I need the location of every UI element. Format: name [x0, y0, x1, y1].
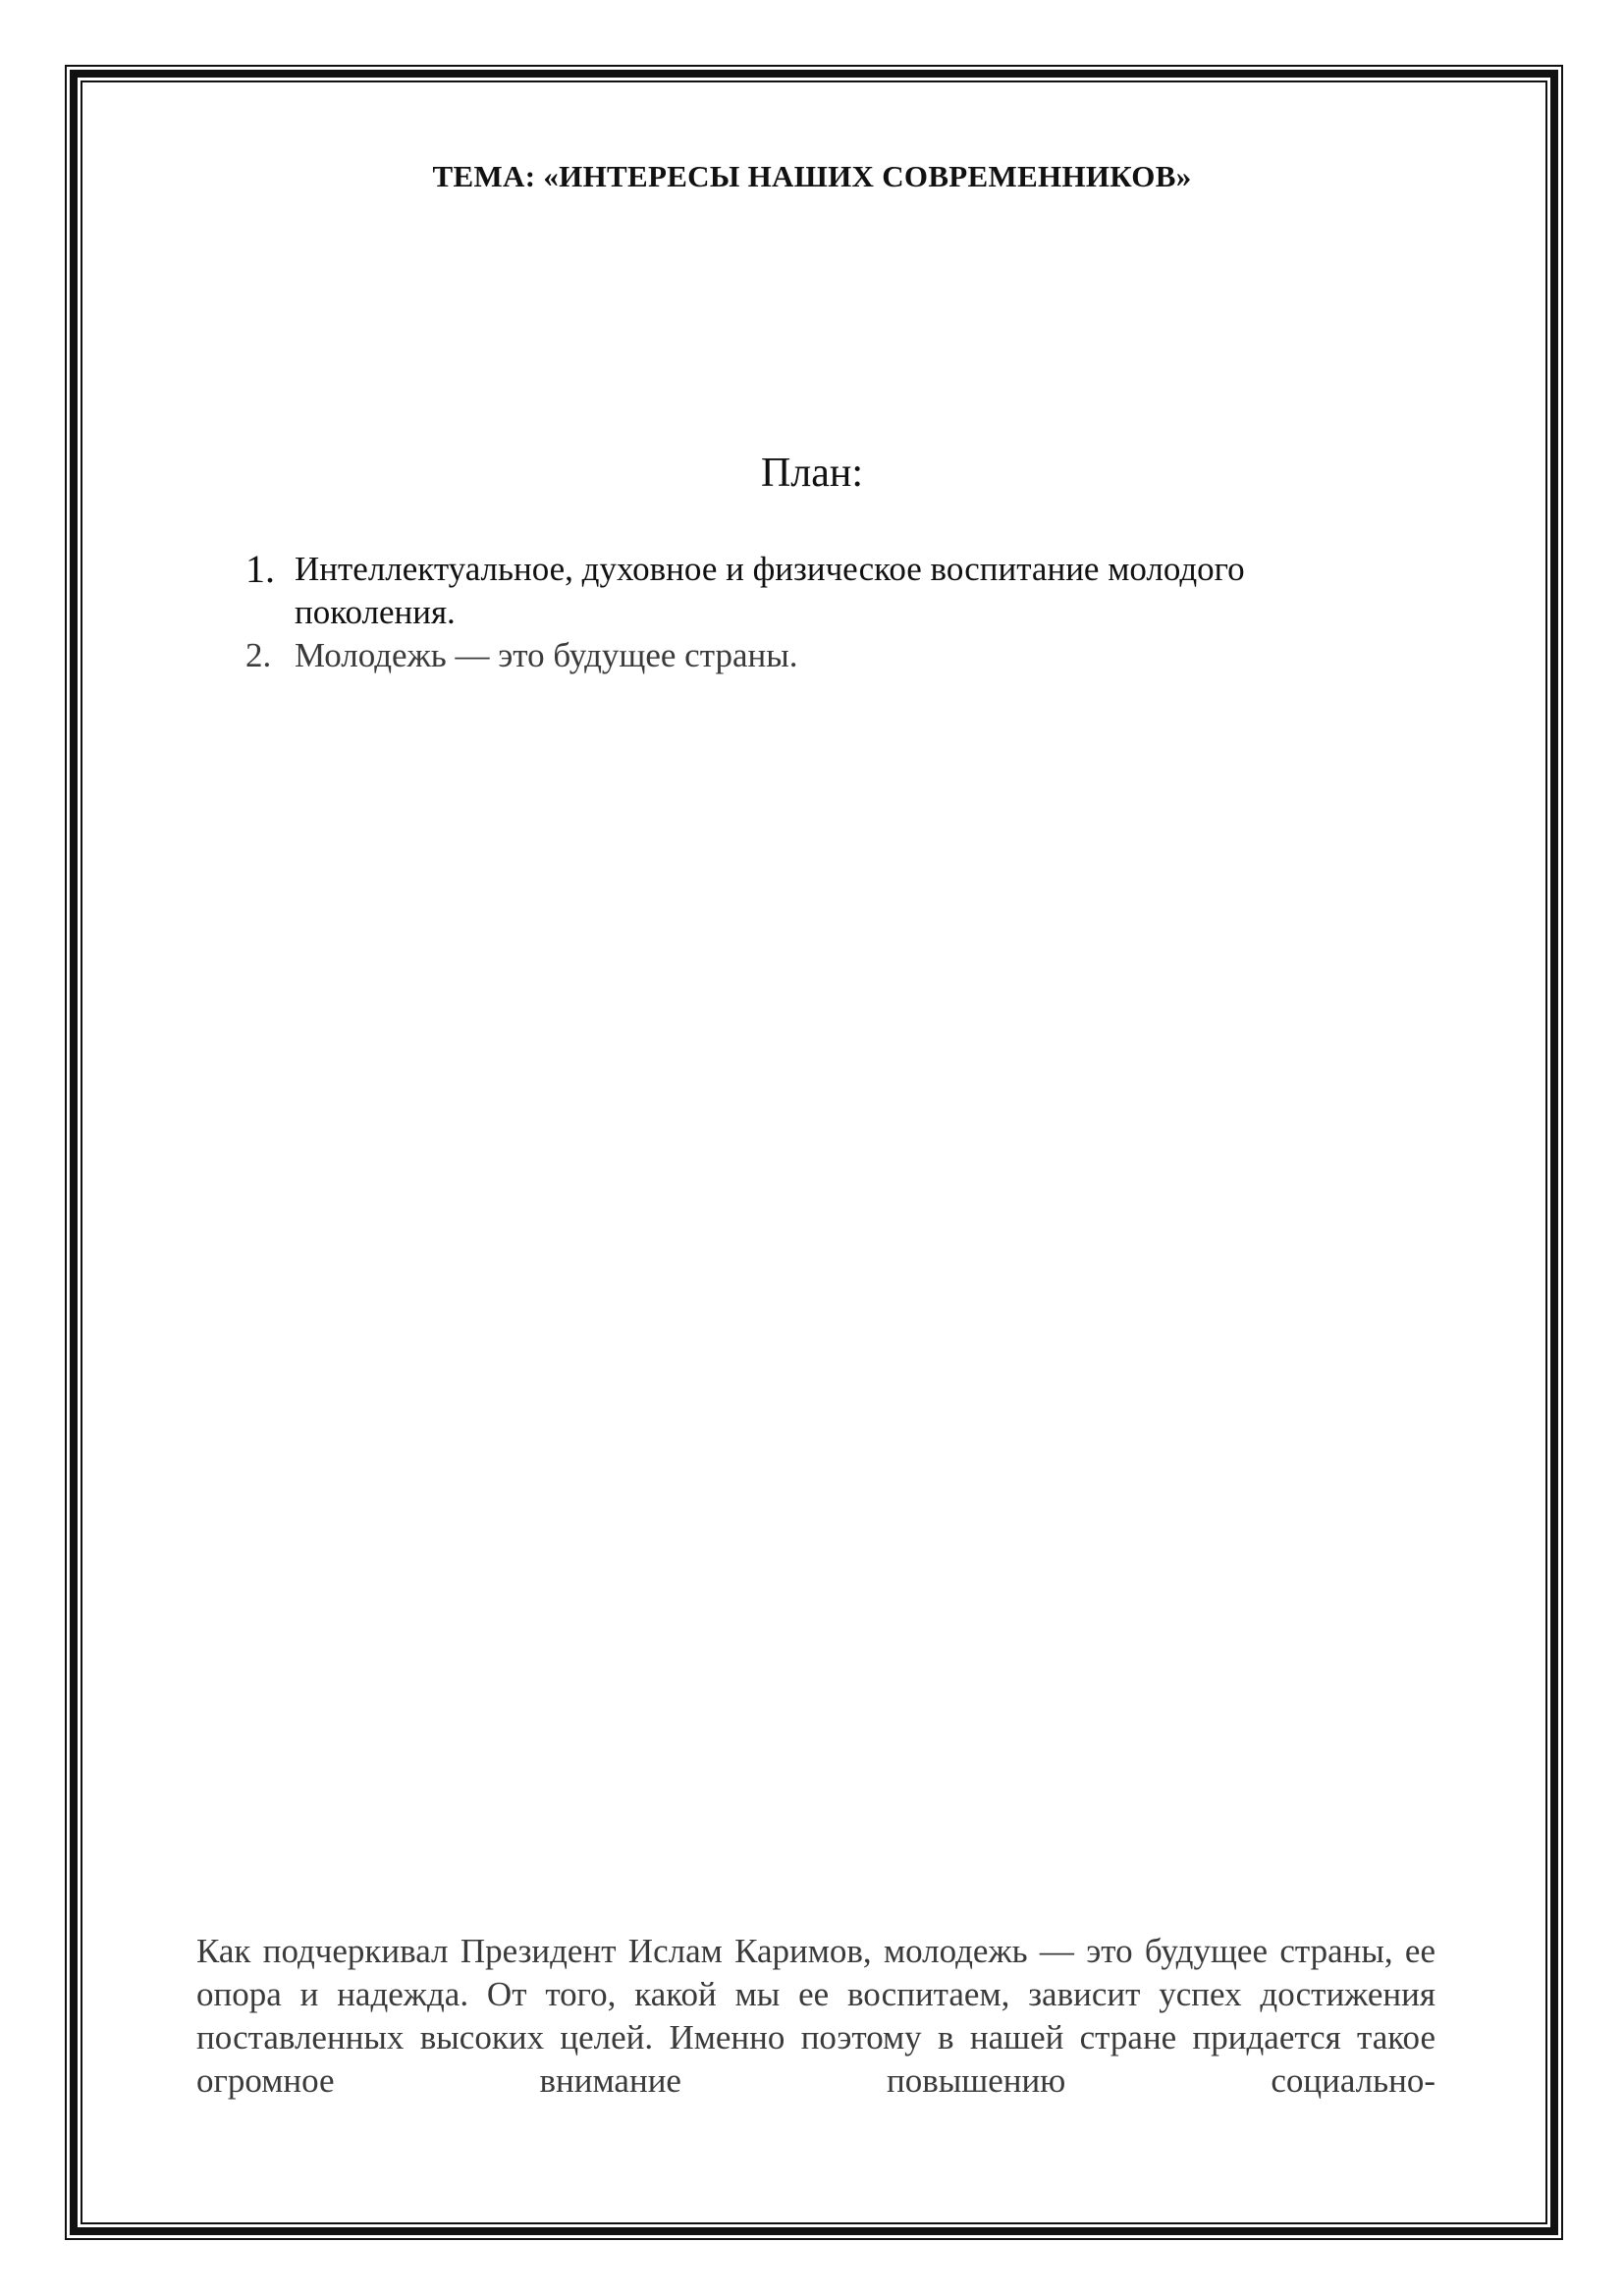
plan-item [245, 548, 1384, 634]
page-border-inner [81, 80, 1547, 2224]
body-paragraph: Как подчеркивал Президент Ислам Каримов, молодежь — это будущее страны, ее опора и надежда. От того, какой мы ее воспитаем, зависит успех достижения поставленных высоких целей. Именно поэтому в нашей стране придается такое огромное внимание повышению социально- [196, 1932, 1435, 2100]
plan-item-number: 2. [245, 636, 272, 674]
plan-item-number: 1. [245, 547, 275, 591]
plan-item [245, 634, 1384, 677]
plan-item-text: Молодежь — это будущее страны. [295, 636, 798, 674]
plan-list [245, 548, 1384, 677]
plan-item-text: Интеллектуальное, духовное и физическое воспитание молодого поколения. [295, 550, 1245, 631]
document-title: ТЕМА: «ИНТЕРЕСЫ НАШИХ СОВРЕМЕННИКОВ» [432, 159, 1192, 193]
plan-heading: План: [760, 451, 864, 496]
